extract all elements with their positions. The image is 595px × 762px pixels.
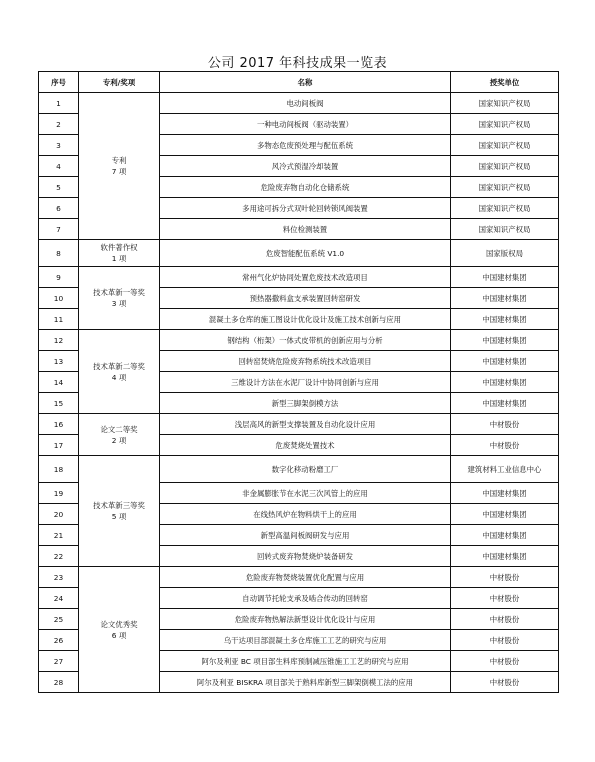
row-seq: 9	[39, 267, 79, 288]
category-label: 技术革新三等奖	[93, 501, 145, 510]
category-label: 技术革新二等奖	[93, 361, 145, 371]
row-name: 浅层高风的新型支撑装置及自动化设计应用	[160, 414, 451, 435]
row-name: 新型三脚架倒模方法	[160, 393, 451, 414]
page-title: 公司 2017 年科技成果一览表	[207, 56, 388, 71]
row-unit: 中材股份	[451, 672, 559, 693]
row-seq: 12	[39, 330, 79, 351]
row-unit: 中国建材集团	[451, 330, 559, 351]
category-cell	[79, 330, 160, 414]
row-unit: 中国建材集团	[451, 546, 559, 567]
table-row	[39, 93, 559, 114]
row-unit: 中国建材集团	[451, 309, 559, 330]
category-label: 论文优秀奖	[100, 619, 138, 629]
category-cell	[79, 93, 160, 240]
row-unit: 国家知识产权局	[451, 156, 559, 177]
row-name: 危废智能配伍系统 V1.0	[160, 240, 451, 267]
table-row	[39, 330, 559, 351]
row-unit: 中国建材集团	[451, 483, 559, 504]
category-count: 4 项	[111, 372, 127, 382]
row-seq: 18	[39, 456, 79, 483]
row-name: 非金属膨胀节在水泥三次风管上的应用	[160, 483, 451, 504]
row-seq: 3	[39, 135, 79, 156]
category-label: 论文二等奖	[100, 424, 138, 434]
category-cell	[79, 456, 160, 567]
row-name: 三维设计方法在水泥厂设计中协同创新与应用	[160, 372, 451, 393]
header-seq: 序号	[39, 72, 79, 93]
row-name: 阿尔及利亚 BC 项目部生料库预制减压锥施工工艺的研究与应用	[160, 651, 451, 672]
row-seq: 7	[39, 219, 79, 240]
table-row	[39, 456, 559, 483]
row-name: 混凝土多仓库的施工图设计优化设计及施工技术创新与应用	[160, 309, 451, 330]
row-name: 钢结构（桁架）一体式皮带机的创新应用与分析	[160, 330, 451, 351]
row-unit: 中材股份	[451, 630, 559, 651]
table-row	[39, 414, 559, 435]
row-unit: 建筑材料工业信息中心	[451, 456, 559, 483]
row-seq: 22	[39, 546, 79, 567]
row-unit: 国家知识产权局	[451, 219, 559, 240]
row-unit: 中材股份	[451, 588, 559, 609]
row-seq: 25	[39, 609, 79, 630]
row-seq: 27	[39, 651, 79, 672]
row-seq: 8	[39, 240, 79, 267]
row-name: 常州气化炉协同处置危废技术改造项目	[160, 267, 451, 288]
row-seq: 13	[39, 351, 79, 372]
category-count: 3 项	[111, 299, 127, 308]
row-seq: 10	[39, 288, 79, 309]
row-unit: 中国建材集团	[451, 288, 559, 309]
row-seq: 19	[39, 483, 79, 504]
category-cell	[79, 414, 160, 456]
header-name: 名称	[160, 72, 451, 93]
row-unit: 中材股份	[451, 609, 559, 630]
category-cell	[79, 567, 160, 693]
row-name: 危险废弃物焚烧装置优化配置与应用	[160, 567, 451, 588]
category-label: 技术革新一等奖	[93, 288, 145, 297]
category-cell	[79, 267, 160, 330]
row-seq: 21	[39, 525, 79, 546]
row-seq: 6	[39, 198, 79, 219]
header-unit: 授奖单位	[451, 72, 559, 93]
row-seq: 24	[39, 588, 79, 609]
category-count: 5 项	[111, 512, 127, 521]
category-count: 2 项	[111, 435, 127, 445]
row-name: 多用途可拆分式双叶轮回转锁风阀装置	[160, 198, 451, 219]
table-row	[39, 567, 559, 588]
category-label: 专利	[111, 156, 127, 165]
row-unit: 国家知识产权局	[451, 93, 559, 114]
row-name: 危险废弃物热解法新型设计优化设计与应用	[160, 609, 451, 630]
row-name: 自动调节托轮支承及啮合传动的回转窑	[160, 588, 451, 609]
row-seq: 16	[39, 414, 79, 435]
category-cell	[79, 240, 160, 267]
row-seq: 26	[39, 630, 79, 651]
row-seq: 11	[39, 309, 79, 330]
row-seq: 5	[39, 177, 79, 198]
row-name: 乌干达项目部混凝土多仓库施工工艺的研究与应用	[160, 630, 451, 651]
category-count: 1 项	[111, 254, 127, 263]
row-name: 回转窑焚烧危险废弃物系统技术改造项目	[160, 351, 451, 372]
row-name: 在线热风炉在物料烘干上的应用	[160, 504, 451, 525]
row-seq: 1	[39, 93, 79, 114]
row-name: 风冷式预湿冷却装置	[160, 156, 451, 177]
row-unit: 中材股份	[451, 651, 559, 672]
achievements-table	[38, 71, 559, 693]
header-category: 专利/奖项	[79, 72, 160, 93]
row-unit: 国家知识产权局	[451, 114, 559, 135]
row-unit: 中材股份	[451, 567, 559, 588]
row-seq: 23	[39, 567, 79, 588]
category-count: 7 项	[111, 167, 127, 176]
row-unit: 中国建材集团	[451, 372, 559, 393]
row-unit: 中国建材集团	[451, 351, 559, 372]
table-row	[39, 267, 559, 288]
row-unit: 中材股份	[451, 414, 559, 435]
row-name: 一种电动间板阀（驱动装置）	[160, 114, 451, 135]
row-unit: 中国建材集团	[451, 267, 559, 288]
row-name: 数字化移动粉磨工厂	[160, 456, 451, 483]
row-seq: 17	[39, 435, 79, 456]
row-name: 危废焚烧处置技术	[160, 435, 451, 456]
row-name: 料位检测装置	[160, 219, 451, 240]
row-seq: 14	[39, 372, 79, 393]
row-unit: 中材股份	[451, 435, 559, 456]
row-unit: 中国建材集团	[451, 393, 559, 414]
row-unit: 国家知识产权局	[451, 135, 559, 156]
category-count: 6 项	[111, 630, 127, 640]
row-name: 危险废弃物自动化仓储系统	[160, 177, 451, 198]
row-seq: 2	[39, 114, 79, 135]
row-seq: 15	[39, 393, 79, 414]
row-name: 新型高温间板阀研发与应用	[160, 525, 451, 546]
row-unit: 国家知识产权局	[451, 177, 559, 198]
row-name: 多物态危废预处理与配伍系统	[160, 135, 451, 156]
row-name: 阿尔及利亚 BISKRA 项目部关于熟料库新型三脚架倒模工法的应用	[160, 672, 451, 693]
category-label: 软件著作权	[100, 243, 138, 252]
row-seq: 28	[39, 672, 79, 693]
table-header-row	[39, 72, 559, 93]
row-unit: 国家知识产权局	[451, 198, 559, 219]
row-unit: 国家版权局	[451, 240, 559, 267]
table-row	[39, 240, 559, 267]
row-unit: 中国建材集团	[451, 504, 559, 525]
row-seq: 20	[39, 504, 79, 525]
row-unit: 中国建材集团	[451, 525, 559, 546]
row-name: 预热器撒料盒支承装置回转窑研发	[160, 288, 451, 309]
row-seq: 4	[39, 156, 79, 177]
row-name: 电动间板阀	[160, 93, 451, 114]
row-name: 回转式废弃物焚烧炉装备研发	[160, 546, 451, 567]
